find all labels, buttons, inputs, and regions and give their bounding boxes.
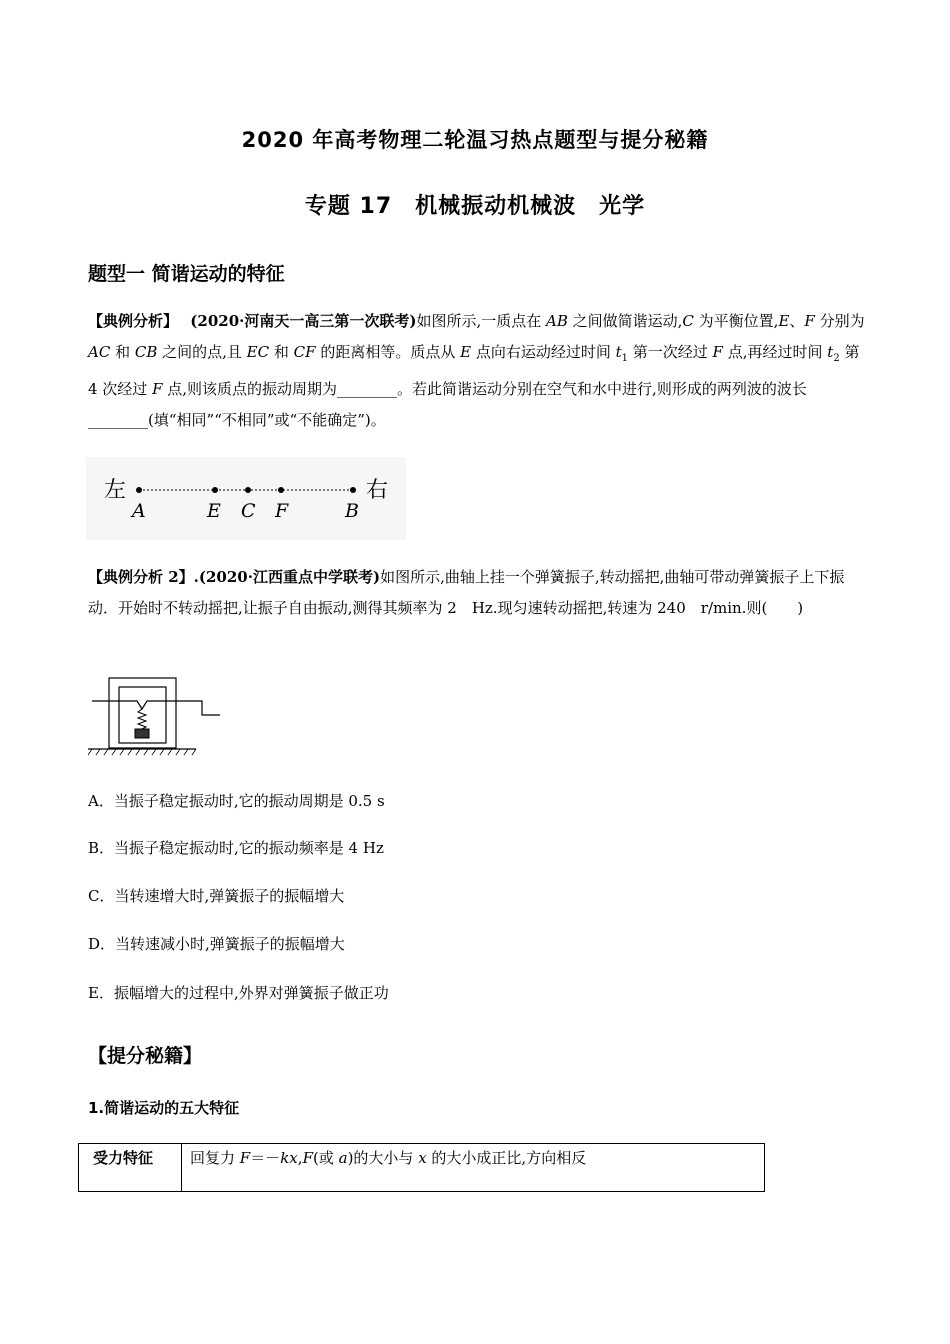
point-b-dot [350,487,356,493]
example-2-source: .(2020·江西重点中学联考) [193,568,381,586]
right-label: 右 [366,478,389,503]
example-2-paragraph [88,562,868,624]
subscript: 2 [833,353,840,364]
text-run: 点,则该质点的振动周期为________。若此简谐运动分别在空气和水中进行,则形成的两列波的波长________(填“相同”“不相同”或“不能确定”)。 [88,380,807,429]
var-f: F [152,380,163,398]
var-f: F [302,1149,313,1167]
example-2-text: 如图所示,曲轴上挂一个弹簧振子,转动摇把,曲轴可带动弹簧振子上下振动．开始时不转动摇把,让振子自由振动,测得其频率为 2 Hz.现匀速转动摇把,转速为 240 r/min.则( ) [88,568,845,617]
text-run: )的大小与 [347,1149,419,1167]
var-cb: CB [134,343,158,361]
var-t: t [615,343,622,361]
point-c-label: C [241,500,256,522]
point-f-dot [278,487,284,493]
text-run: ＝－ [250,1149,281,1167]
var-kx: kx [280,1149,298,1167]
table-head-cell: 受力特征 [79,1144,182,1192]
example-1-source: (2020·河南天一高三第一次联考) [190,312,417,330]
var-t: t [827,343,834,361]
text-run: 、 [789,312,805,330]
features-table [78,1143,765,1192]
option-d: D．当转速减小时,弹簧振子的振幅增大 [88,935,345,953]
var-e: E [460,343,472,361]
text-run: (或 [312,1149,339,1167]
var-f: F [239,1149,251,1167]
option-a: A．当振子稳定振动时,它的振动周期是 0.5 s [88,792,385,810]
table-content-cell [182,1144,765,1192]
left-label: 左 [104,478,127,503]
var-c: C [682,312,694,330]
point-a-dot [136,487,142,493]
text-run: 点,再经过时间 [722,343,828,361]
text-run: 如图所示,一质点在 [416,312,547,330]
text-run: 回复力 [190,1149,240,1167]
text-run: 第一次经过 [628,343,713,361]
var-f: F [804,312,815,330]
text-run: 和 [269,343,294,361]
five-features-heading: 1.简谐运动的五大特征 [88,1099,240,1117]
option-e: E．振幅增大的过程中,外界对弹簧振子做正功 [88,984,389,1002]
text-run: 第 4 次经过 [88,343,860,398]
spring-crankshaft-figure [88,673,223,761]
text-run: 之间的点,且 [157,343,247,361]
tips-heading: 【提分秘籍】 [88,1045,203,1067]
text-run: 分别为 [814,312,865,330]
point-e-label: E [207,500,221,522]
var-ab: AB [546,312,568,330]
example-1-paragraph [88,306,868,436]
point-c-dot [245,487,251,493]
point-a-label: A [132,500,146,522]
var-e: E [778,312,790,330]
oscillation-line-figure [86,457,406,540]
option-b: B．当振子稳定振动时,它的振动频率是 4 Hz [88,839,384,857]
text-run: 和 [110,343,135,361]
text-run: 之间做简谐运动, [567,312,683,330]
table-row [79,1144,765,1192]
var-a: a [338,1149,348,1167]
option-c: C．当转速增大时,弹簧振子的振幅增大 [88,887,345,905]
var-cf: CF [293,343,316,361]
text-run: 的大小成正比,方向相反 [426,1149,587,1167]
point-b-label: B [345,500,359,522]
subscript: 1 [621,353,628,364]
var-f: F [712,343,723,361]
point-e-dot [212,487,218,493]
var-ec: EC [246,343,270,361]
var-ac: AC [88,343,111,361]
text-run: 的距离相等。质点从 [315,343,461,361]
section-heading: 题型一 简谐运动的特征 [88,263,285,285]
text-run: 点向右运动经过时间 [471,343,616,361]
text-run: 为平衡位置, [693,312,779,330]
var-x: x [418,1149,427,1167]
point-f-label: F [275,500,289,522]
text-run: , [297,1149,303,1167]
example-1-tag: 【典例分析】 [88,312,171,330]
topic-title: 专题 17 机械振动机械波 光学 [304,194,646,219]
example-2-tag: 【典例分析 2】 [88,568,194,586]
document-title: 2020 年高考物理二轮温习热点题型与提分秘籍 [241,128,709,152]
